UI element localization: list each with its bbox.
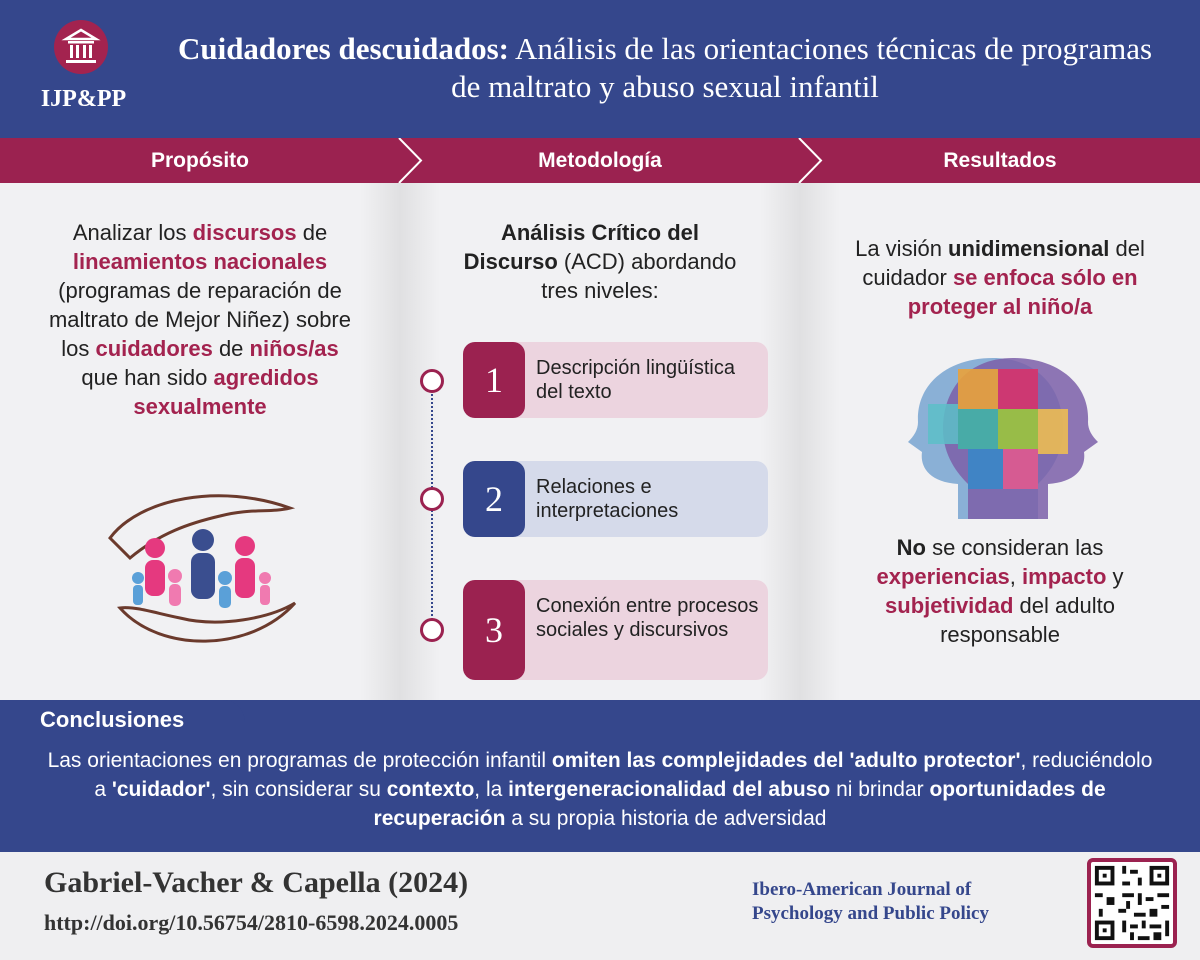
results-text-2 <box>840 533 1160 649</box>
step-marker-dot <box>420 487 444 511</box>
highlight: impacto <box>1022 564 1107 589</box>
step-text: Conexión entre procesos sociales y discursivos <box>536 595 759 641</box>
fold-shadow <box>760 183 840 703</box>
text-fragment: Las orientaciones en programas de protección infantil <box>47 749 552 772</box>
text-fragment: , sin considerar su <box>210 778 387 801</box>
title-rest: Análisis de las orientaciones técnicas de programas de maltrato y abuso sexual infantil <box>451 31 1153 104</box>
logo-text: IJP&PP <box>40 86 127 112</box>
text-fragment: , reduciéndolo a <box>94 749 1153 801</box>
text-fragment: de <box>212 336 250 361</box>
section-method-label: Metodología <box>538 149 662 172</box>
puzzle-heads-icon <box>898 344 1108 524</box>
text-fragment: , <box>1009 564 1023 589</box>
results-text-1 <box>840 234 1160 321</box>
text-bold: oportunidades de recuperación <box>373 778 1106 830</box>
highlight: niños/as <box>249 336 339 361</box>
text-fragment: del adulto responsable <box>940 593 1115 647</box>
text-bold: omiten las complejidades del 'adulto protector' <box>551 749 1021 772</box>
text-fragment: que han sido <box>81 365 214 390</box>
text-fragment: La visión <box>855 236 949 261</box>
purpose-text <box>40 218 360 421</box>
text-bold: intergeneracionalidad del abuso <box>508 778 831 801</box>
doi-link[interactable]: http://doi.org/10.56754/2810-6598.2024.0005 <box>44 910 459 935</box>
step-number: 1 <box>463 342 525 418</box>
text-fragment: , la <box>474 778 509 801</box>
step-number: 3 <box>463 580 525 680</box>
section-banner <box>0 138 1200 183</box>
text-bold: 'cuidador' <box>111 778 211 801</box>
text-bold: No <box>896 535 926 560</box>
text-fragment: Analizar los <box>72 220 193 245</box>
method-intro <box>455 218 745 305</box>
page-title <box>160 30 1170 106</box>
step-number: 2 <box>463 461 525 537</box>
text-fragment: (programas de reparación de maltrato de Mejor Niñez) sobre los <box>48 278 351 361</box>
conclusions-title: Conclusiones <box>40 707 185 732</box>
conclusions-text <box>40 746 1160 833</box>
highlight: agredidos sexualmente <box>133 365 319 419</box>
highlight: cuidadores <box>95 336 213 361</box>
text-fragment: (ACD) abordando tres niveles: <box>541 249 737 303</box>
highlight: se enfoca sólo en proteger al niño/a <box>907 265 1138 319</box>
text-fragment: del cuidador <box>862 236 1145 290</box>
title-bold: Cuidadores descuidados: <box>177 31 509 66</box>
section-purpose-label: Propósito <box>151 149 249 172</box>
highlight: experiencias <box>876 564 1010 589</box>
text-fragment: se consideran las <box>926 535 1104 560</box>
step-text: Descripción lingüística del texto <box>536 357 735 403</box>
text-fragment: de <box>296 220 328 245</box>
step-marker-dot <box>420 369 444 393</box>
highlight: discursos <box>192 220 297 245</box>
text-fragment: a su propia historia de adversidad <box>505 807 827 830</box>
text-bold: contexto <box>386 778 475 801</box>
citation-authors: Gabriel-Vacher & Capella (2024) <box>44 866 469 899</box>
institution-logo-icon <box>54 20 108 74</box>
highlight: lineamientos nacionales <box>72 249 328 274</box>
text-fragment: y <box>1106 564 1124 589</box>
text-bold: Análisis Crítico del Discurso <box>463 220 700 274</box>
text-fragment: ni brindar <box>830 778 930 801</box>
journal-name: Ibero-American Journal of Psychology and Public Policy <box>752 879 989 924</box>
header-bar <box>0 0 1200 138</box>
step-marker-dot <box>420 618 444 642</box>
qr-code-icon[interactable] <box>1087 858 1177 948</box>
step-text: Relaciones e interpretaciones <box>536 476 679 522</box>
highlight: subjetividad <box>885 593 1014 618</box>
hands-protecting-family-icon <box>100 478 300 658</box>
text-bold: unidimensional <box>948 236 1110 261</box>
section-results-label: Resultados <box>943 149 1057 172</box>
